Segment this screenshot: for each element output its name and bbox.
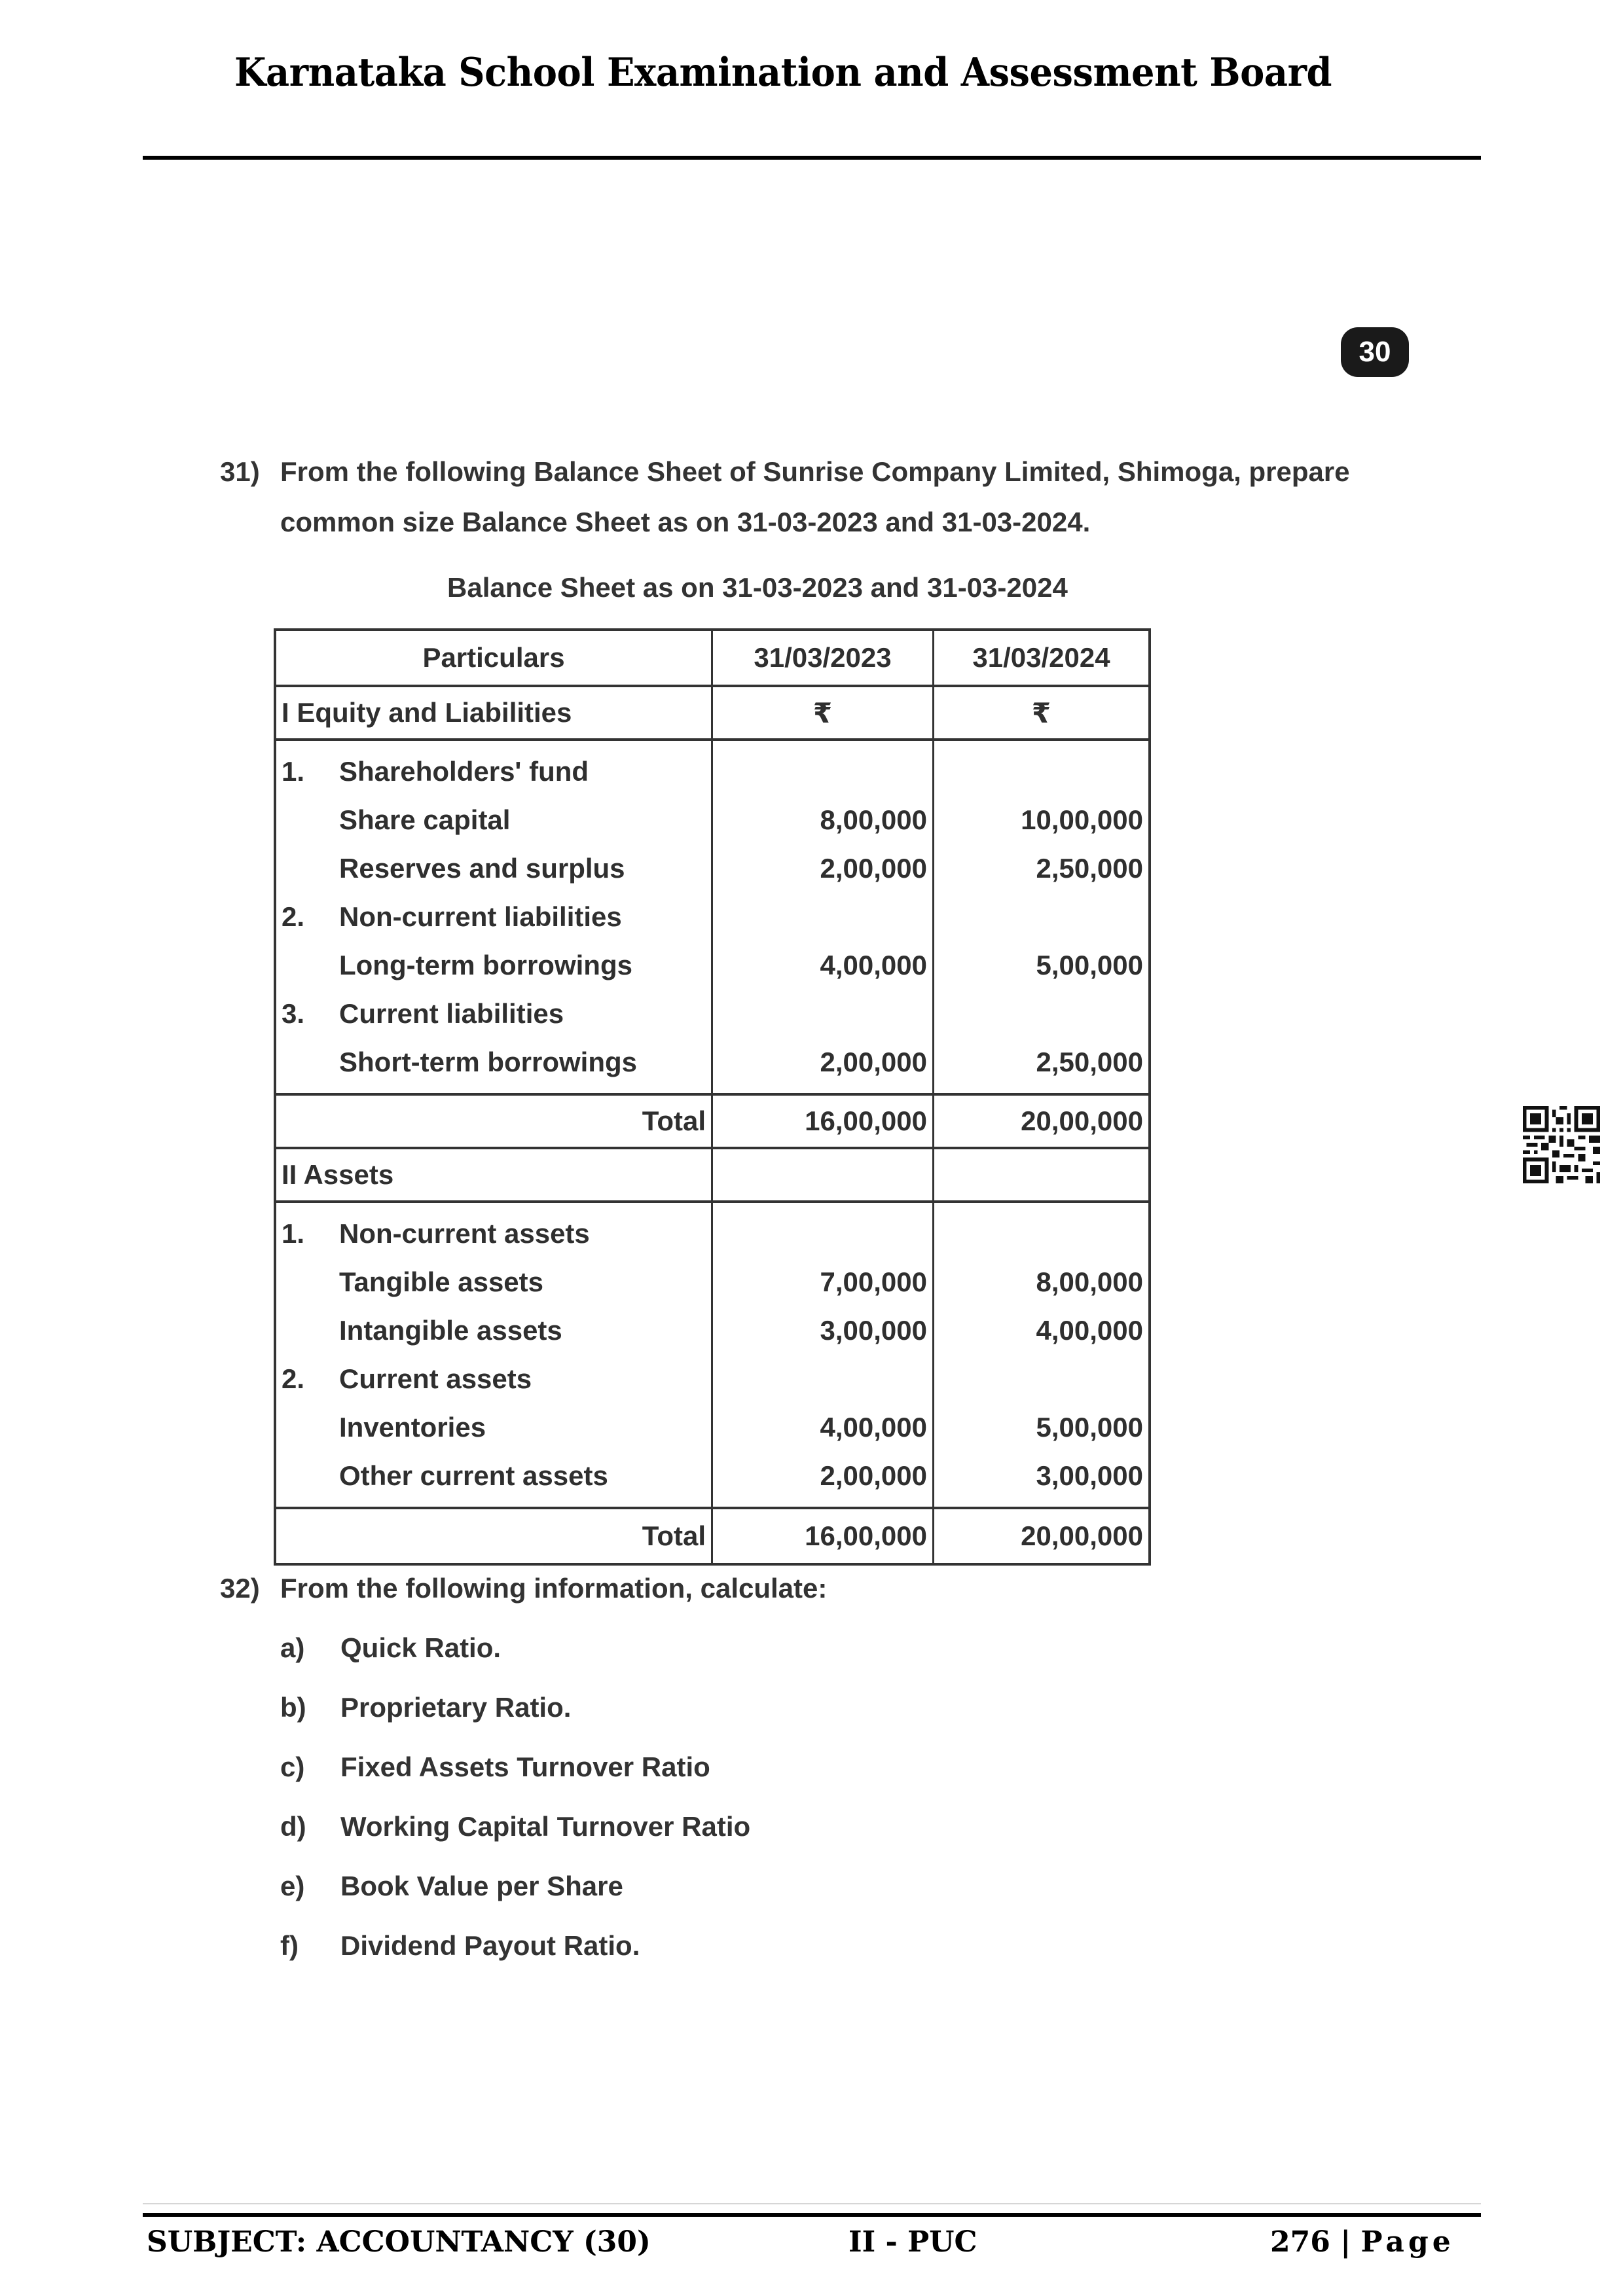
balance-sheet-caption: Balance Sheet as on 31-03-2023 and 31-03-2024 (447, 572, 1068, 603)
question-32-item-c: c) Fixed Assets Turnover Ratio (280, 1751, 710, 1782)
table-row-label: Short-term borrowings (339, 1047, 638, 1077)
cell-2024: 10,00,000 (1021, 804, 1143, 835)
question-32-item-f: f) Dividend Payout Ratio. (280, 1930, 640, 1961)
section-row-equity-liabilities (276, 687, 1148, 741)
cell-2023: 4,00,000 (820, 1412, 927, 1443)
cell-2023: 7,00,000 (820, 1266, 927, 1297)
cell-2024: 2,50,000 (1036, 1047, 1143, 1077)
total-2024: 20,00,000 (1021, 1520, 1143, 1551)
question-32-item-e: e) Book Value per Share (280, 1871, 623, 1901)
section-row-assets (276, 1149, 1148, 1203)
question-31-number: 31) (220, 456, 260, 487)
footer-page-number (1270, 2225, 1455, 2259)
page-separator: | (1340, 2225, 1351, 2259)
cell-2023: 2,00,000 (820, 1047, 927, 1077)
section-label: II Assets (276, 1149, 713, 1200)
source-page-badge: 30 (1341, 327, 1409, 377)
page-number: 276 (1270, 2225, 1330, 2259)
total-row-assets (276, 1509, 1148, 1563)
assets-block (276, 1203, 1148, 1509)
currency-symbol-2024: ₹ (1031, 697, 1051, 728)
cell-2023: 4,00,000 (820, 950, 927, 980)
cell-2023: 2,00,000 (820, 853, 927, 884)
section-label: I Equity and Liabilities (276, 687, 713, 738)
currency-symbol-2023: ₹ (713, 687, 934, 738)
page-word: Page (1360, 2225, 1455, 2259)
table-row-label: Inventories (339, 1412, 486, 1443)
table-row-label: Tangible assets (339, 1266, 544, 1297)
cell-2023: 2,00,000 (820, 1460, 927, 1491)
table-row-label: Intangible assets (339, 1315, 562, 1346)
footer-divider-thin (143, 2203, 1481, 2204)
cell-2024: 5,00,000 (1036, 950, 1143, 980)
table-header-row (276, 631, 1148, 687)
group-heading-non-current-liabilities: 2. Non-current liabilities (282, 901, 622, 932)
balance-sheet-table (274, 628, 1151, 1566)
cell-2024: 8,00,000 (1036, 1266, 1143, 1297)
cell-2024: 3,00,000 (1036, 1460, 1143, 1491)
total-label: Total (276, 1509, 713, 1563)
question-31-text-line1: From the following Balance Sheet of Sunrise Company Limited, Shimoga, prepare (280, 456, 1350, 487)
qr-code-icon (1522, 1106, 1601, 1183)
question-31-text-line2: common size Balance Sheet as on 31-03-2023 and 31-03-2024. (280, 507, 1091, 537)
table-row-label: Long-term borrowings (339, 950, 632, 980)
total-2023: 16,00,000 (713, 1509, 934, 1563)
page-header-title: Karnataka School Examination and Assessment Board (234, 50, 1332, 96)
footer-divider (143, 2213, 1481, 2217)
equity-liabilities-block (276, 741, 1148, 1096)
cell-2024: 4,00,000 (1036, 1315, 1143, 1346)
total-2024: 20,00,000 (1021, 1105, 1143, 1136)
footer-class: II - PUC (848, 2225, 977, 2259)
column-header-particulars: Particulars (276, 631, 713, 685)
question-32-number: 32) (220, 1573, 260, 1604)
group-heading-current-liabilities: 3. Current liabilities (282, 998, 564, 1029)
cell-2023: 8,00,000 (820, 804, 927, 835)
cell-2024: 5,00,000 (1036, 1412, 1143, 1443)
question-32-item-d: d) Working Capital Turnover Ratio (280, 1811, 751, 1842)
group-heading-current-assets: 2. Current assets (282, 1363, 532, 1394)
cell-2024: 2,50,000 (1036, 853, 1143, 884)
total-2023: 16,00,000 (713, 1096, 934, 1147)
question-32-item-b: b) Proprietary Ratio. (280, 1692, 572, 1723)
group-heading-non-current-assets: 1. Non-current assets (282, 1218, 590, 1249)
total-row-liabilities (276, 1096, 1148, 1149)
column-header-2024: 31/03/2024 (972, 642, 1110, 673)
header-divider (143, 156, 1481, 160)
table-row-label: Share capital (339, 804, 511, 835)
footer-subject: SUBJECT: ACCOUNTANCY (30) (147, 2225, 651, 2259)
table-row-label: Reserves and surplus (339, 853, 625, 884)
total-label: Total (276, 1096, 713, 1147)
column-header-2023: 31/03/2023 (713, 631, 934, 685)
cell-2023: 3,00,000 (820, 1315, 927, 1346)
group-heading-shareholders-fund: 1. Shareholders' fund (282, 756, 589, 787)
question-32-item-a: a) Quick Ratio. (280, 1632, 501, 1663)
question-32-text: From the following information, calculate: (280, 1573, 828, 1604)
table-row-label: Other current assets (339, 1460, 608, 1491)
